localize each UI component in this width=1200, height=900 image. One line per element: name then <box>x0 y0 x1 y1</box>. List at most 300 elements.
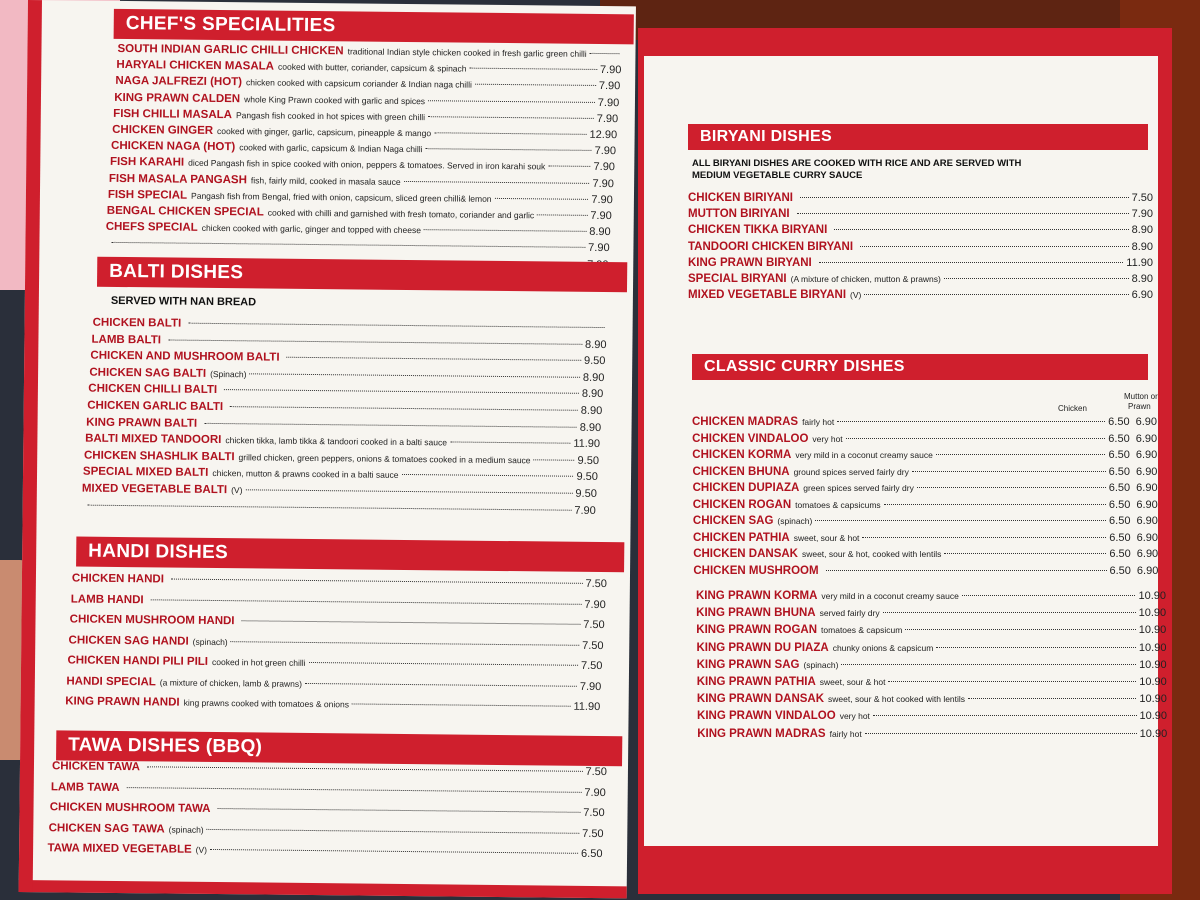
dot-leader <box>168 339 582 344</box>
menu-item <box>693 515 1158 527</box>
menu-item <box>113 108 618 125</box>
menu-item <box>86 416 601 433</box>
dot-leader <box>127 787 582 793</box>
dot-leader <box>815 520 1106 521</box>
menu-item-description: (V) <box>231 485 243 496</box>
menu-item-price: 10.90 <box>1138 641 1167 654</box>
menu-item-price-mutton-prawn: 6.90 <box>1136 482 1158 494</box>
menu-item <box>66 675 601 693</box>
dot-leader <box>912 471 1106 472</box>
column-header-mutton-line1: Mutton or <box>1124 392 1158 401</box>
dot-leader <box>426 148 592 151</box>
menu-item-name: SOUTH INDIAN GARLIC CHILLI CHICKEN <box>117 42 344 58</box>
menu-item-price: 6.50 <box>1109 515 1131 527</box>
menu-item-price: 9.50 <box>583 355 606 368</box>
menu-item <box>696 607 1166 619</box>
menu-item-price: 7.90 <box>588 242 610 255</box>
tawa-dishes-header: TAWA DISHES (BBQ) <box>56 730 622 766</box>
menu-item-price: 6.50 <box>1108 482 1131 494</box>
dot-leader <box>968 698 1136 699</box>
menu-item <box>117 43 622 60</box>
menu-item-price: 7.90 <box>599 64 622 77</box>
dot-leader <box>888 681 1136 682</box>
menu-item-price: 7.50 <box>583 806 605 820</box>
menu-item <box>109 172 614 189</box>
menu-item <box>693 482 1158 494</box>
menu-item-name: FISH KARAHI <box>109 156 185 170</box>
dot-leader <box>207 828 580 833</box>
dot-leader <box>475 84 596 86</box>
menu-item-name: TANDOORI CHICKEN BIRYANI <box>688 240 854 253</box>
menu-item-price: 7.90 <box>598 80 621 93</box>
menu-item-name: CHICKEN SAG <box>692 515 774 527</box>
menu-item-name: CHICKEN VINDALOO <box>692 432 809 445</box>
dot-leader <box>936 647 1136 648</box>
menu-item-name: KING PRAWN DU PIAZA <box>696 641 829 654</box>
menu-item <box>51 781 606 799</box>
menu-item <box>67 654 602 672</box>
menu-item-price: 10.90 <box>1139 727 1168 740</box>
dot-leader <box>962 595 1136 596</box>
menu-item-description: very hot <box>812 433 843 444</box>
menu-item-name: KING PRAWN BALTI <box>86 416 198 430</box>
dot-leader <box>245 489 572 493</box>
menu-item-price-mutton-prawn: 6.90 <box>1136 531 1159 544</box>
menu-item <box>65 695 600 713</box>
menu-item-name: CHICKEN CHILLI BALTI <box>88 383 218 397</box>
menu-item-name: HANDI SPECIAL <box>66 674 156 688</box>
menu-item-description: Pangash fish cooked in hot spices with green chilli <box>235 109 426 122</box>
dot-leader <box>862 537 1106 538</box>
menu-item-description: cooked in hot green chilli <box>211 656 306 668</box>
menu-item <box>693 548 1158 560</box>
menu-item-price-mutton-prawn: 6.90 <box>1136 498 1158 511</box>
menu-item <box>688 273 1153 285</box>
menu-item-description: cooked with ginger, garlic, capsicum, pineapple & mango <box>217 125 432 139</box>
menu-item-name: KING PRAWN SAG <box>696 658 800 671</box>
dot-leader <box>428 100 595 103</box>
menu-item-description: (V) <box>850 290 862 301</box>
dot-leader <box>873 715 1137 716</box>
menu-item-description: chunky onions & capsicum <box>832 642 934 653</box>
dot-leader <box>287 357 581 361</box>
menu-item-price: 7.90 <box>594 145 617 158</box>
menu-item <box>688 289 1153 301</box>
menu-item-name: KING PRAWN BHUNA <box>696 607 816 620</box>
menu-item-price: 10.90 <box>1138 590 1166 602</box>
dot-leader <box>883 612 1136 613</box>
menu-item-description: chicken cooked with garlic, ginger and topped with cheese <box>201 223 422 236</box>
menu-item-name: MIXED VEGETABLE BIRYANI <box>688 289 847 302</box>
menu-item-name: KING PRAWN DANSAK <box>696 693 825 706</box>
dot-leader <box>112 242 586 248</box>
menu-item-price: 11.90 <box>573 437 601 451</box>
menu-item-description: sweet, sour & hot <box>819 677 886 687</box>
menu-item-description: king prawns cooked with tomatoes & onions <box>183 697 350 710</box>
menu-item-name: CHICKEN MUSHROOM HANDI <box>69 613 235 628</box>
menu-item <box>696 624 1166 636</box>
menu-item-price-mutton-prawn: 6.90 <box>1136 465 1158 478</box>
menu-item <box>692 433 1157 445</box>
dot-leader <box>171 579 583 584</box>
balti-subtitle: SERVED WITH NAN BREAD <box>110 294 257 309</box>
menu-item <box>87 400 602 417</box>
menu-item-name: CHICKEN SHASHLIK BALTI <box>83 449 235 463</box>
dot-leader <box>917 487 1106 488</box>
menu-item-description: Pangash fish from Bengal, fried with onion, capsicum, sliced green chilli& lemon <box>191 190 492 204</box>
menu-item-name: KING PRAWN BIRYANI <box>688 256 812 269</box>
menu-item-price: 7.90 <box>597 96 620 109</box>
chefs-specialities-header: CHEF'S SPECIALITIES <box>114 9 634 44</box>
menu-item-price: 6.50 <box>1108 449 1130 461</box>
menu-item <box>49 822 604 840</box>
menu-item-price: 9.50 <box>577 454 600 467</box>
menu-item-name: KING PRAWN MADRAS <box>697 727 826 740</box>
menu-item <box>111 140 616 157</box>
biryani-dishes-header: BIRYANI DISHES <box>688 124 1148 150</box>
menu-item <box>83 466 598 483</box>
balti-dishes-header: BALTI DISHES <box>97 257 627 293</box>
menu-item-description: tomatoes & capsicum <box>821 625 903 636</box>
dot-leader <box>230 406 578 411</box>
menu-item-price: 10.90 <box>1139 693 1167 706</box>
menu-item <box>697 693 1167 705</box>
menu-left-page <box>19 0 636 898</box>
menu-item-name: CHICKEN DANSAK <box>693 548 798 560</box>
menu-item-name: BENGAL CHICKEN SPECIAL <box>106 204 264 219</box>
menu-item-description: cooked with garlic, capsicum & Indian Naga chilli <box>239 142 423 155</box>
menu-item-description: (a mixture of chicken, lamb & prawns) <box>159 676 303 689</box>
dot-leader <box>590 53 620 54</box>
menu-item <box>88 383 603 400</box>
dot-leader <box>428 116 594 119</box>
menu-item-price: 7.50 <box>585 577 607 591</box>
menu-item-description: very mild in a coconut creamy sauce <box>795 450 933 460</box>
menu-item-price: 7.50 <box>585 765 608 779</box>
menu-item-name: LAMB BALTI <box>91 333 162 347</box>
menu-item-price: 8.90 <box>1131 240 1153 253</box>
menu-item-name: SPECIAL BIRYANI <box>688 273 787 285</box>
menu-item-name: CHICKEN GARLIC BALTI <box>87 399 224 414</box>
menu-item <box>69 634 604 652</box>
menu-item <box>688 192 1153 204</box>
menu-item-description: (spinach) <box>803 659 839 670</box>
menu-item-name: CHICKEN BIRIYANI <box>688 192 794 204</box>
menu-item-name: KING PRAWN VINDALOO <box>697 710 836 723</box>
dot-leader <box>210 849 578 854</box>
biryani-subtitle-line2: MEDIUM VEGETABLE CURRY SAUCE <box>692 170 863 181</box>
menu-item-price: 6.50 <box>1108 432 1130 445</box>
menu-item-description: diced Pangash fish in spice cooked with onion, peppers & tomatoes. Served in iron karahi souk <box>188 158 546 172</box>
menu-item <box>696 590 1166 602</box>
menu-item <box>89 366 604 383</box>
menu-item-price-mutton-prawn: 6.90 <box>1135 416 1157 428</box>
menu-item-name: MIXED VEGETABLE BALTI <box>81 482 228 497</box>
menu-item-price: 8.90 <box>579 421 602 434</box>
menu-item-price: 6.50 <box>580 847 603 861</box>
menu-item-price: 7.90 <box>579 680 602 693</box>
menu-item-price: 7.90 <box>590 209 612 223</box>
menu-item-description: sweet, sour & hot cooked with lentils <box>828 694 966 705</box>
menu-item <box>688 257 1153 269</box>
menu-item <box>47 842 602 860</box>
biryani-subtitle-line1: ALL BIRYANI DISHES ARE COOKED WITH RICE AND ARE SERVED WITH <box>692 158 1022 169</box>
menu-item <box>693 532 1158 544</box>
menu-item-name: NAGA JALFREZI (HOT) <box>115 75 243 89</box>
menu-item-price: 10.90 <box>1139 658 1167 671</box>
menu-item-description: (spinach) <box>168 824 204 835</box>
menu-item <box>696 642 1166 654</box>
menu-item-price: 8.90 <box>585 338 607 351</box>
dot-leader <box>231 641 579 646</box>
menu-item-price: 8.90 <box>1131 273 1153 285</box>
menu-item-name: KING PRAWN PATHIA <box>696 676 816 688</box>
menu-item-price: 7.90 <box>592 177 614 190</box>
dot-leader <box>905 629 1135 630</box>
menu-item <box>697 710 1167 722</box>
dot-leader <box>404 181 590 184</box>
menu-item-name: BALTI MIXED TANDOORI <box>85 432 222 447</box>
menu-item-description: (A mixture of chicken, mutton & prawns) <box>790 274 941 284</box>
menu-item-price: 10.90 <box>1138 624 1167 637</box>
menu-item-price-mutton-prawn: 6.90 <box>1135 432 1158 445</box>
menu-item <box>697 659 1167 671</box>
menu-item <box>106 221 611 238</box>
dot-leader <box>834 229 1128 230</box>
menu-item-price: 6.90 <box>1131 289 1153 302</box>
menu-item-price-mutton-prawn: 6.90 <box>1136 515 1158 527</box>
menu-item-name: CHICKEN SAG BALTI <box>89 366 207 380</box>
menu-item <box>84 449 599 466</box>
dot-leader <box>309 662 578 666</box>
menu-item-description: fairly hot <box>829 728 862 739</box>
dot-leader <box>841 664 1136 665</box>
menu-item-name: FISH SPECIAL <box>107 188 188 202</box>
dot-leader <box>188 323 604 328</box>
dot-leader <box>305 682 577 686</box>
menu-item <box>688 208 1153 220</box>
dot-leader <box>944 553 1106 554</box>
dot-leader <box>224 389 579 394</box>
dot-leader <box>151 599 582 605</box>
menu-item-price: 7.50 <box>1131 192 1153 204</box>
menu-item-description: fish, fairly mild, cooked in masala sauce <box>250 174 401 187</box>
menu-item-name: KING PRAWN ROGAN <box>696 624 818 637</box>
column-header-mutton-line2: Prawn <box>1128 402 1151 411</box>
menu-item-description: whole King Prawn cooked with garlic and spices <box>244 93 426 106</box>
dot-leader <box>204 422 577 427</box>
menu-item-description: chicken, mutton & prawns cooked in a balti sauce <box>212 468 399 481</box>
dot-leader <box>402 474 574 477</box>
dot-leader <box>846 438 1106 439</box>
menu-item-name: CHICKEN GINGER <box>112 123 214 137</box>
dot-leader <box>352 703 571 706</box>
dot-leader <box>944 278 1129 279</box>
menu-item-name: CHICKEN TAWA <box>51 760 140 774</box>
menu-item <box>90 350 605 367</box>
menu-item-name: CHICKEN NAGA (HOT) <box>111 140 236 154</box>
menu-item-name: CHICKEN SAG HANDI <box>68 633 189 648</box>
menu-item-price: 8.90 <box>580 404 603 418</box>
menu-item-name: CHICKEN DUPIAZA <box>692 482 800 494</box>
menu-item-description: grilled chicken, green peppers, onions & tomatoes cooked in a medium sauce <box>238 452 531 466</box>
menu-item <box>108 189 613 206</box>
menu-item-name: CHICKEN SAG TAWA <box>48 821 165 835</box>
menu-item-description: green spices served fairly dry <box>803 483 914 493</box>
menu-item-description: sweet, sour & hot, cooked with lentils <box>801 549 942 559</box>
menu-item-price-mutton-prawn: 6.90 <box>1136 564 1159 577</box>
menu-item-description: (V) <box>195 844 208 855</box>
menu-item-description: very mild in a coconut creamy sauce <box>821 591 959 601</box>
menu-item <box>91 333 606 350</box>
classic-curry-header: CLASSIC CURRY DISHES <box>692 354 1148 380</box>
menu-item-price: 7.90 <box>593 161 616 174</box>
menu-item-price: 6.50 <box>1109 548 1131 560</box>
menu-right-page <box>638 28 1172 894</box>
menu-item <box>81 499 596 516</box>
menu-item-description: sweet, sour & hot <box>793 532 860 543</box>
menu-item-name: HARYALI CHICKEN MASALA <box>116 59 275 73</box>
dot-leader <box>434 132 586 135</box>
menu-item-price: 7.90 <box>1131 208 1153 221</box>
menu-item <box>50 801 605 819</box>
menu-item <box>107 205 612 222</box>
menu-item-price: 10.90 <box>1138 607 1167 620</box>
menu-item-name: CHEFS SPECIAL <box>105 221 198 234</box>
menu-item-name: CHICKEN MADRAS <box>692 416 799 428</box>
menu-item-description: served fairly dry <box>819 608 880 619</box>
menu-item-price: 7.90 <box>596 112 619 125</box>
menu-item-name: CHICKEN HANDI PILI PILI <box>67 654 209 668</box>
menu-item <box>697 676 1167 688</box>
menu-item-name: FISH CHILLI MASALA <box>113 107 233 121</box>
menu-item <box>693 565 1158 577</box>
menu-item-price: 10.90 <box>1139 710 1168 723</box>
menu-item-price: 9.50 <box>575 487 597 500</box>
menu-item <box>688 241 1153 253</box>
dot-leader <box>88 504 572 510</box>
menu-item <box>688 224 1153 236</box>
dot-leader <box>147 766 583 772</box>
menu-item-description: chicken tikka, lamb tikka & tandoori cooked in a balti sauce <box>225 435 448 448</box>
menu-item-price: 6.50 <box>1108 498 1131 511</box>
menu-item-name: CHICKEN KORMA <box>692 449 792 461</box>
menu-item-description: (spinach) <box>192 636 228 647</box>
menu-item <box>697 728 1167 740</box>
menu-item-name: CHICKEN BALTI <box>92 316 182 330</box>
menu-item-name: KING PRAWN HANDI <box>65 695 180 709</box>
menu-item-name: MUTTON BIRIYANI <box>688 208 790 221</box>
menu-item-description: chicken cooked with capsicum coriander & Indian naga chilli <box>245 77 472 91</box>
dot-leader <box>450 442 570 444</box>
menu-item-price: 7.50 <box>582 827 604 840</box>
menu-item-name: KING PRAWN KORMA <box>696 590 818 602</box>
menu-item-name: CHICKEN AND MUSHROOM BALTI <box>90 349 280 364</box>
menu-item <box>82 483 597 500</box>
dot-leader <box>548 166 590 167</box>
dot-leader <box>837 421 1105 422</box>
menu-item-name: TAWA MIXED VEGETABLE <box>47 842 192 856</box>
menu-item-price: 6.50 <box>1108 465 1131 478</box>
menu-item <box>116 59 621 76</box>
menu-item-price-mutton-prawn: 6.90 <box>1135 449 1158 461</box>
menu-item <box>105 237 610 254</box>
menu-item-description: very hot <box>839 711 870 722</box>
menu-item-name: CHICKEN BHUNA <box>692 465 790 478</box>
dot-leader <box>860 246 1129 247</box>
menu-item-price: 12.90 <box>589 128 618 142</box>
menu-item <box>115 75 620 92</box>
menu-item-description: (Spinach) <box>210 368 247 380</box>
menu-item-price: 9.50 <box>576 471 598 484</box>
menu-item-price: 7.90 <box>584 786 606 799</box>
dot-leader <box>865 733 1137 734</box>
menu-item-price: 7.90 <box>584 598 606 611</box>
dot-leader <box>242 620 581 625</box>
menu-item <box>692 466 1157 478</box>
dot-leader <box>537 214 587 216</box>
dot-leader <box>534 459 575 460</box>
menu-item-price: 11.90 <box>1126 256 1153 269</box>
menu-item-name: CHICKEN MUSHROOM <box>693 564 819 577</box>
menu-item-name: KING PRAWN CALDEN <box>114 91 241 105</box>
menu-item-price: 8.90 <box>589 226 611 239</box>
menu-item-name: FISH MASALA PANGASH <box>108 172 247 186</box>
menu-item-name: CHICKEN ROGAN <box>692 498 792 511</box>
menu-item-price: 7.50 <box>580 659 603 673</box>
menu-item-name: CHICKEN PATHIA <box>693 531 790 544</box>
handi-dishes-header: HANDI DISHES <box>76 537 624 573</box>
menu-item <box>112 124 617 141</box>
dot-leader <box>884 504 1106 505</box>
menu-item-price: 6.50 <box>1109 531 1131 544</box>
menu-item-description: cooked with butter, coriander, capsicum & spinach <box>277 61 467 74</box>
menu-item-price-mutton-prawn: 6.90 <box>1136 548 1159 560</box>
menu-item-name: LAMB HANDI <box>70 592 144 606</box>
menu-item-price: 7.50 <box>583 618 605 632</box>
dot-leader <box>800 197 1129 198</box>
menu-item-price: 8.90 <box>1131 224 1153 237</box>
menu-item-price: 8.90 <box>582 371 605 384</box>
menu-item-name: CHICKEN HANDI <box>71 572 165 586</box>
menu-item-description: traditional Indian style chicken cooked in fresh garlic green chilli <box>347 46 587 59</box>
menu-item-name: CHICKEN MUSHROOM TAWA <box>49 801 211 815</box>
menu-item <box>693 499 1158 511</box>
menu-item-name: SPECIAL MIXED BALTI <box>82 465 209 480</box>
dot-leader <box>797 213 1129 214</box>
menu-item-description: ground spices served fairly dry <box>793 466 909 477</box>
menu-item <box>72 572 607 590</box>
menu-item-price: 6.50 <box>1108 416 1130 428</box>
menu-item <box>110 156 615 173</box>
dot-leader <box>864 294 1128 295</box>
menu-item <box>114 92 619 109</box>
menu-item-price: 7.50 <box>582 639 604 652</box>
dot-leader <box>495 198 589 200</box>
dot-leader <box>424 229 586 232</box>
menu-item-price: 10.90 <box>1139 676 1167 688</box>
menu-item-name: CHICKEN TIKKA BIRYANI <box>688 224 828 237</box>
menu-item <box>692 449 1157 461</box>
dot-leader <box>470 68 597 70</box>
dot-leader <box>936 454 1106 455</box>
menu-item-price: 8.90 <box>581 388 604 401</box>
dot-leader <box>826 570 1107 571</box>
dot-leader <box>249 373 579 377</box>
menu-item-price: 6.50 <box>1109 564 1131 577</box>
menu-item <box>70 613 605 631</box>
column-header-chicken: Chicken <box>1058 404 1087 413</box>
